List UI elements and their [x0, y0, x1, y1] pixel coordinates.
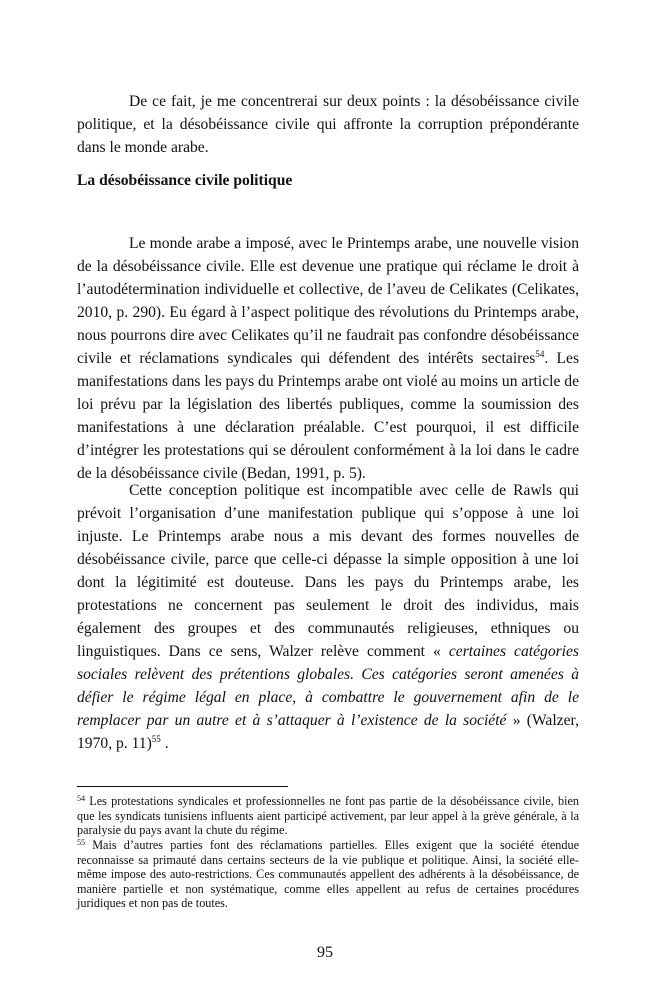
- paragraph-2-text-b: . Les manifestations dans les pays du Printemps arabe ont violé au moins un article de loi prévu par la législation des libertés publiques, comme la soumission des manifestations à une déclaration préalable. C’est pourquoi, il est difficile d’intégrer les protestations qui se déroulent conformément à la loi dans le cadre de la désobéissance civile (Bedan, 1991, p. 5).: [77, 350, 580, 482]
- footnote-55: [77, 838, 579, 911]
- footnote-ref-54[interactable]: 54: [535, 349, 545, 359]
- paragraph-3: [77, 479, 579, 755]
- paragraph-2: [77, 232, 579, 485]
- walzer-quote: certaines catégories sociales relèvent des prétentions globales. Ces catégories seront amenées à défier le régime légal en place, à combattre le gouvernement afin de le remplacer par un autre et à s’attaquer à l’existence de la société: [77, 643, 580, 729]
- footnote-text: Mais d’autres parties font des réclamations partielles. Elles exigent que la société étendue reconnaisse sa primauté dans certains secteurs de la vie publique et politique. Ainsi, la société elle-même impose des auto-restrictions. Ces communautés appellent des adhérents à la désobéissance, de manière partielle et non systématique, comme elles appellent au refus de certaines procédures juridiques et non pas de toutes.: [77, 838, 579, 911]
- footnote-number: 55: [77, 838, 85, 847]
- paragraph-3-text-a: Cette conception politique est incompatible avec celle de Rawls qui prévoit l’organisation d’une manifestation publique qui s’oppose à une loi injuste. Le Printemps arabe nous a mis devant des formes nouvelles de désobéissance civile, parce que celle-ci dépasse la simple opposition à une loi dont la légitimité est douteuse. Dans les pays du Printemps arabe, les protestations ne concernent pas seulement le droit des individus, mais également des groupes et des communautés religieuses, ethniques ou linguistiques. Dans ce sens, Walzer relève comment «: [77, 482, 579, 660]
- footnote-text: Les protestations syndicales et professionnelles ne font pas partie de la désobéissance civile, bien que les syndicats tunisiens influents aient participé activement, par leur appel à la grève générale, à la paralysie du pays avant la chute du régime.: [77, 794, 579, 838]
- footnote-number: 54: [77, 794, 85, 803]
- footnote-54: [77, 794, 579, 838]
- page-number: 95: [317, 944, 333, 961]
- footnote-ref-55[interactable]: 55: [151, 734, 161, 744]
- paragraph-2-text-a: Le monde arabe a imposé, avec le Printemps arabe, une nouvelle vision de la désobéissance civile. Elle est devenue une pratique qui réclame le droit à l’autodétermination individuelle et collective, de l’aveu de Celikates (Celikates, 2010, p. 290). Eu égard à l’aspect politique des révolutions du Printemps arabe, nous pourrons dire avec Celikates qu’il ne faudrait pas confondre désobéissance civile et réclamations syndicales qui défendent des intérêts sectaires: [77, 235, 579, 367]
- paragraph-intro: De ce fait, je me concentrerai sur deux points : la désobéissance civile politique, et la désobéissance civile qui affronte la corruption prépondérante dans le monde arabe.: [77, 93, 579, 156]
- footnote-separator: [77, 786, 288, 787]
- section-heading: La désobéissance civile politique: [77, 172, 293, 189]
- paragraph-3-text-c: .: [160, 735, 169, 752]
- paragraph-3-text-b: » (Walzer, 1970, p. 11): [77, 712, 579, 752]
